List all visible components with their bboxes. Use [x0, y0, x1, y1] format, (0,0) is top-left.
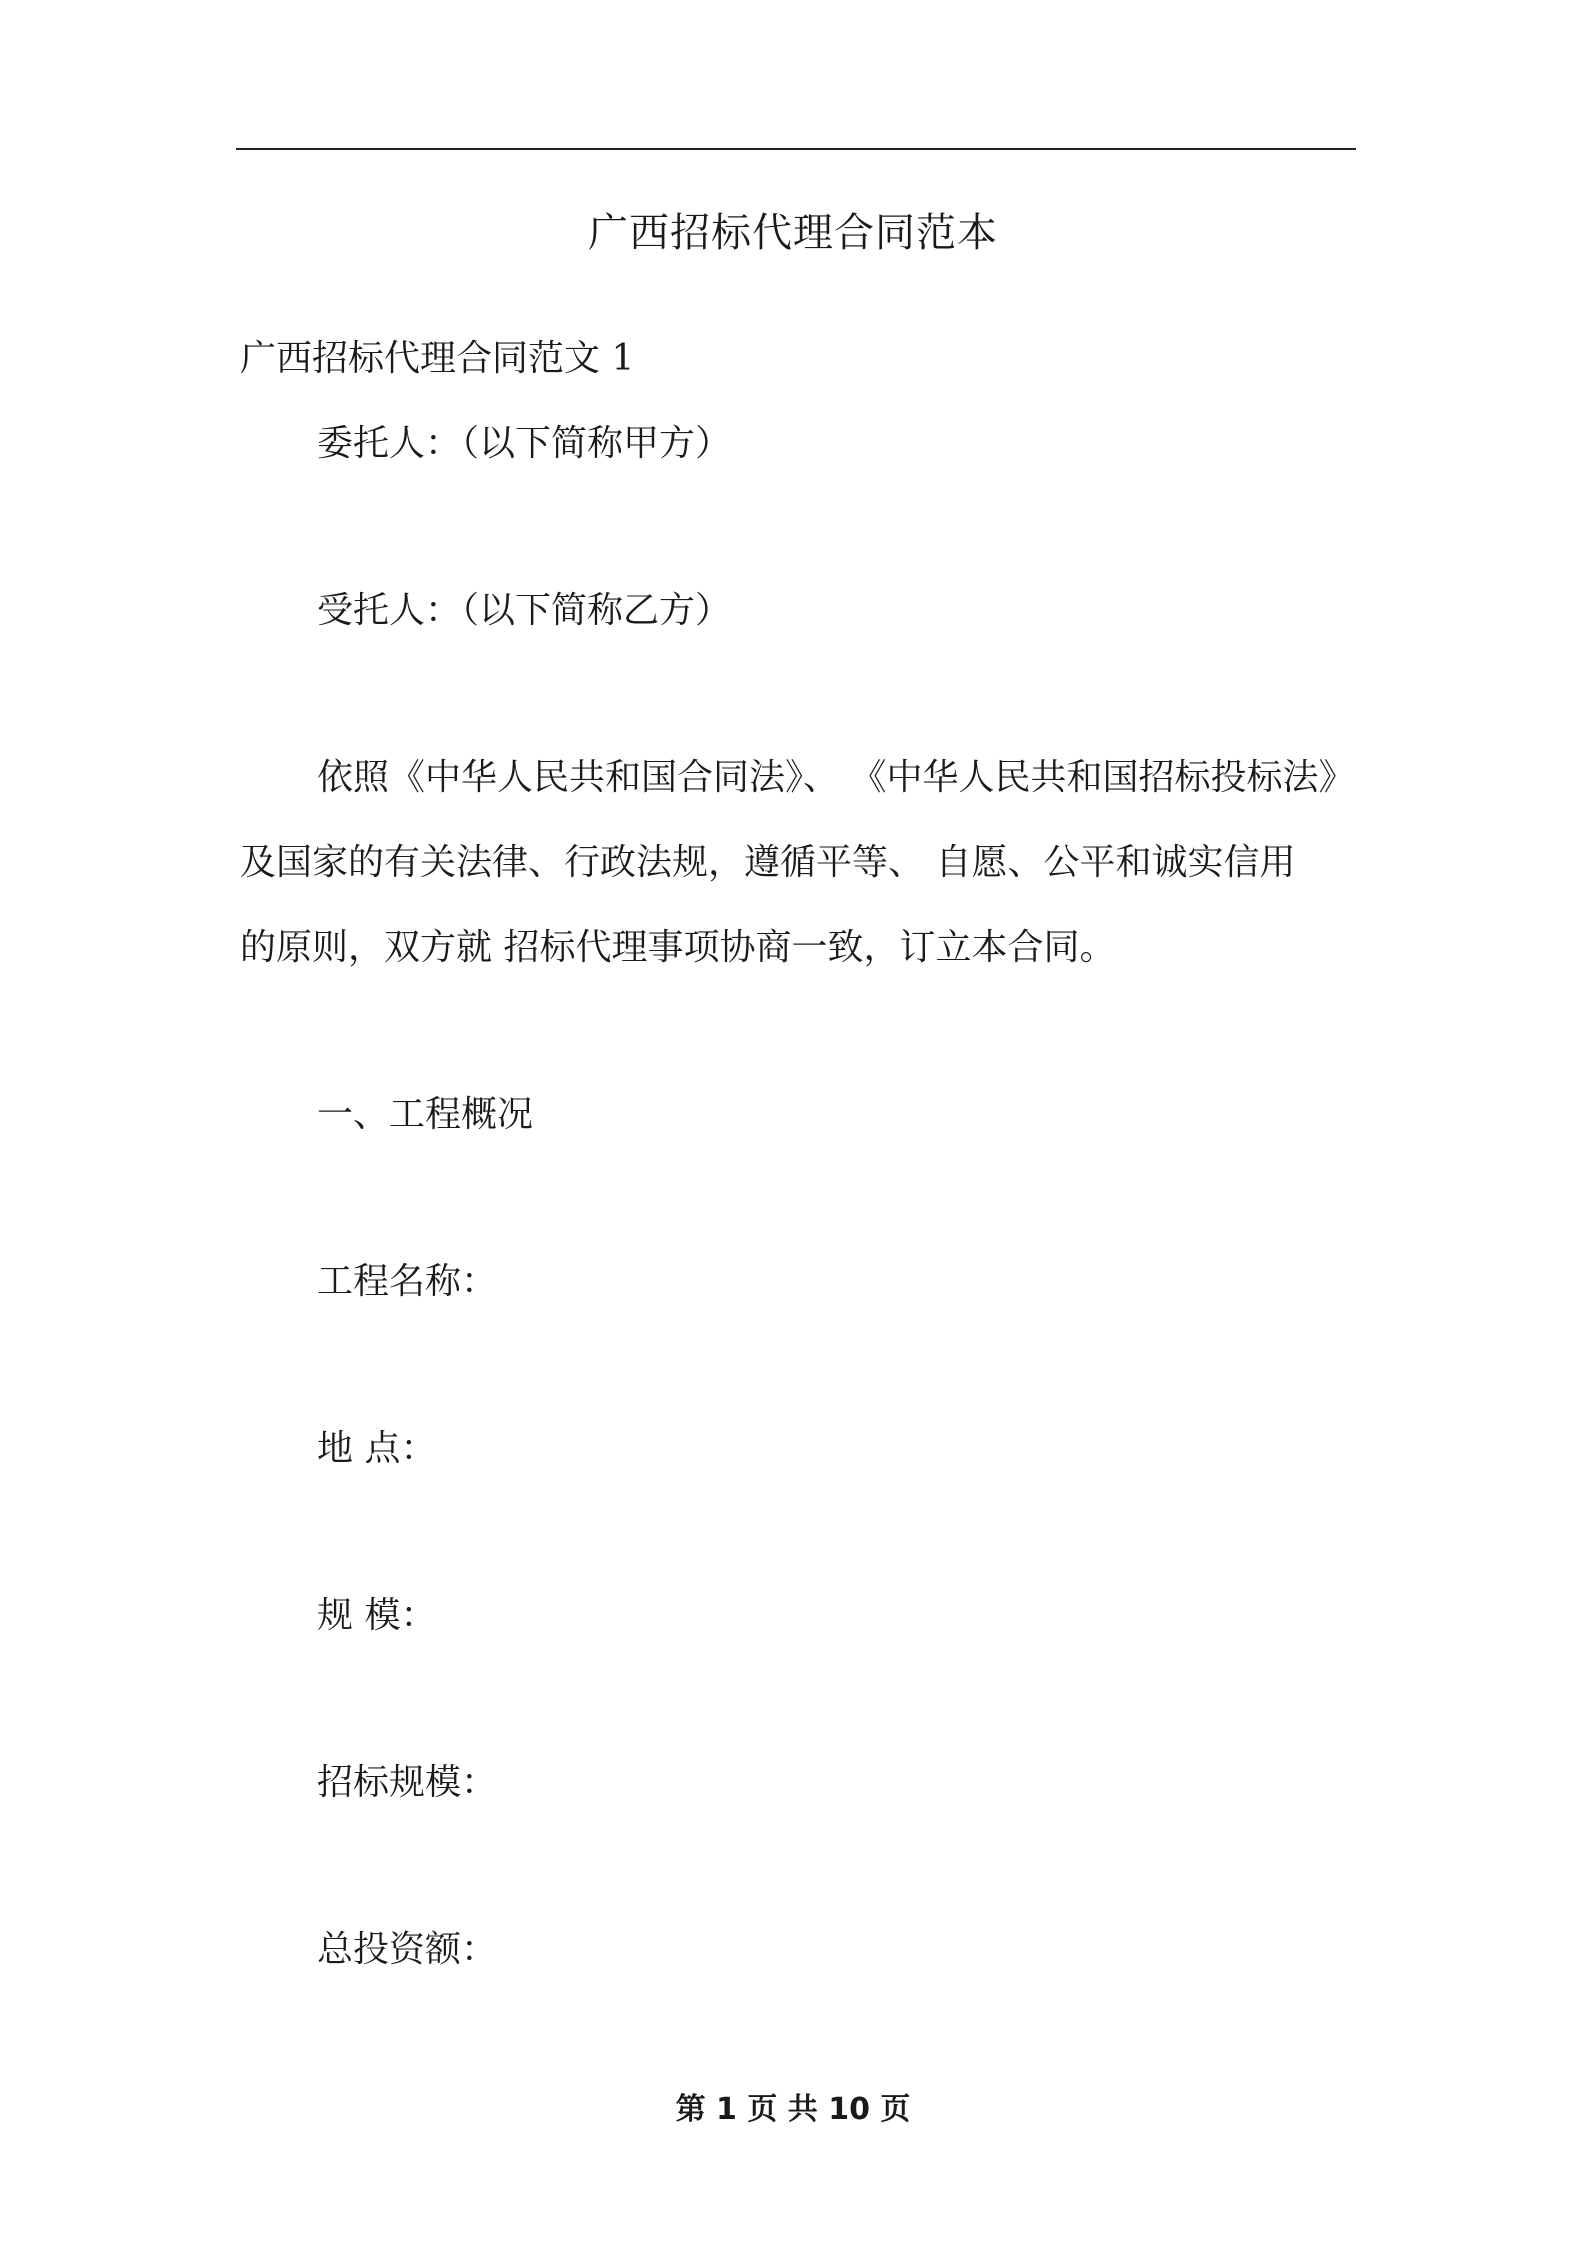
intro-line-3: 的原则，双方就 招标代理事项协商一致，订立本合同。: [240, 927, 1116, 968]
page-indicator: 第 1 页 共 10 页: [675, 2092, 911, 2127]
agent-line: 受托人：（以下简称乙方）: [317, 590, 732, 631]
intro-line-1: 依照《中华人民共和国合同法》、 《中华人民共和国招标投标法》: [317, 757, 1355, 798]
bid-scale-label: 招标规模：: [317, 1762, 498, 1803]
document-subtitle: 广西招标代理合同范文 1: [240, 338, 635, 379]
section-one-heading: 一、工程概况: [317, 1094, 534, 1135]
intro-line-2: 及国家的有关法律、行政法规，遵循平等、 自愿、公平和诚实信用: [240, 842, 1296, 883]
project-name-label: 工程名称：: [317, 1261, 498, 1302]
scale-label: 规 模：: [317, 1595, 437, 1636]
client-line: 委托人：（以下简称甲方）: [317, 423, 732, 464]
document-title: 广西招标代理合同范本: [588, 210, 998, 256]
location-label: 地 点：: [317, 1428, 437, 1469]
header-rule: [236, 148, 1356, 150]
total-investment-label: 总投资额：: [317, 1929, 498, 1970]
